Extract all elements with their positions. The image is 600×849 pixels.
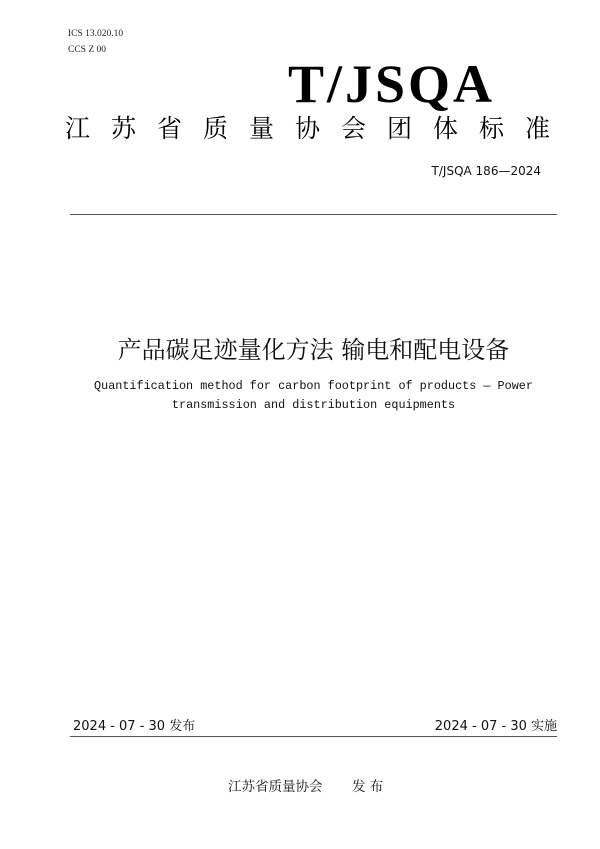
document-title-english-line-2: transmission and distribution equipments: [171, 398, 456, 412]
standard-number: T/JSQA 186—2024: [431, 164, 541, 178]
ccs-code: CCS Z 00: [68, 45, 107, 55]
top-divider: [70, 214, 557, 215]
release-date: 2024 - 07 - 30 发布: [73, 719, 196, 734]
implementation-date: 2024 - 07 - 30 实施: [434, 719, 557, 734]
standard-logo: T/JSQA: [288, 54, 496, 114]
ics-code: ICS 13.020.10: [68, 29, 124, 39]
publisher-name: 江苏省质量协会: [228, 779, 323, 795]
document-title-chinese: 产品碳足迹量化方法 输电和配电设备: [117, 336, 510, 364]
document-title-english-line-1: Quantification method for carbon footprint of products — Power: [94, 379, 533, 393]
publisher-action: 发 布: [352, 779, 384, 795]
bottom-divider: [70, 736, 557, 737]
standard-type-heading: 江苏省质量协会团体标准: [65, 114, 572, 143]
